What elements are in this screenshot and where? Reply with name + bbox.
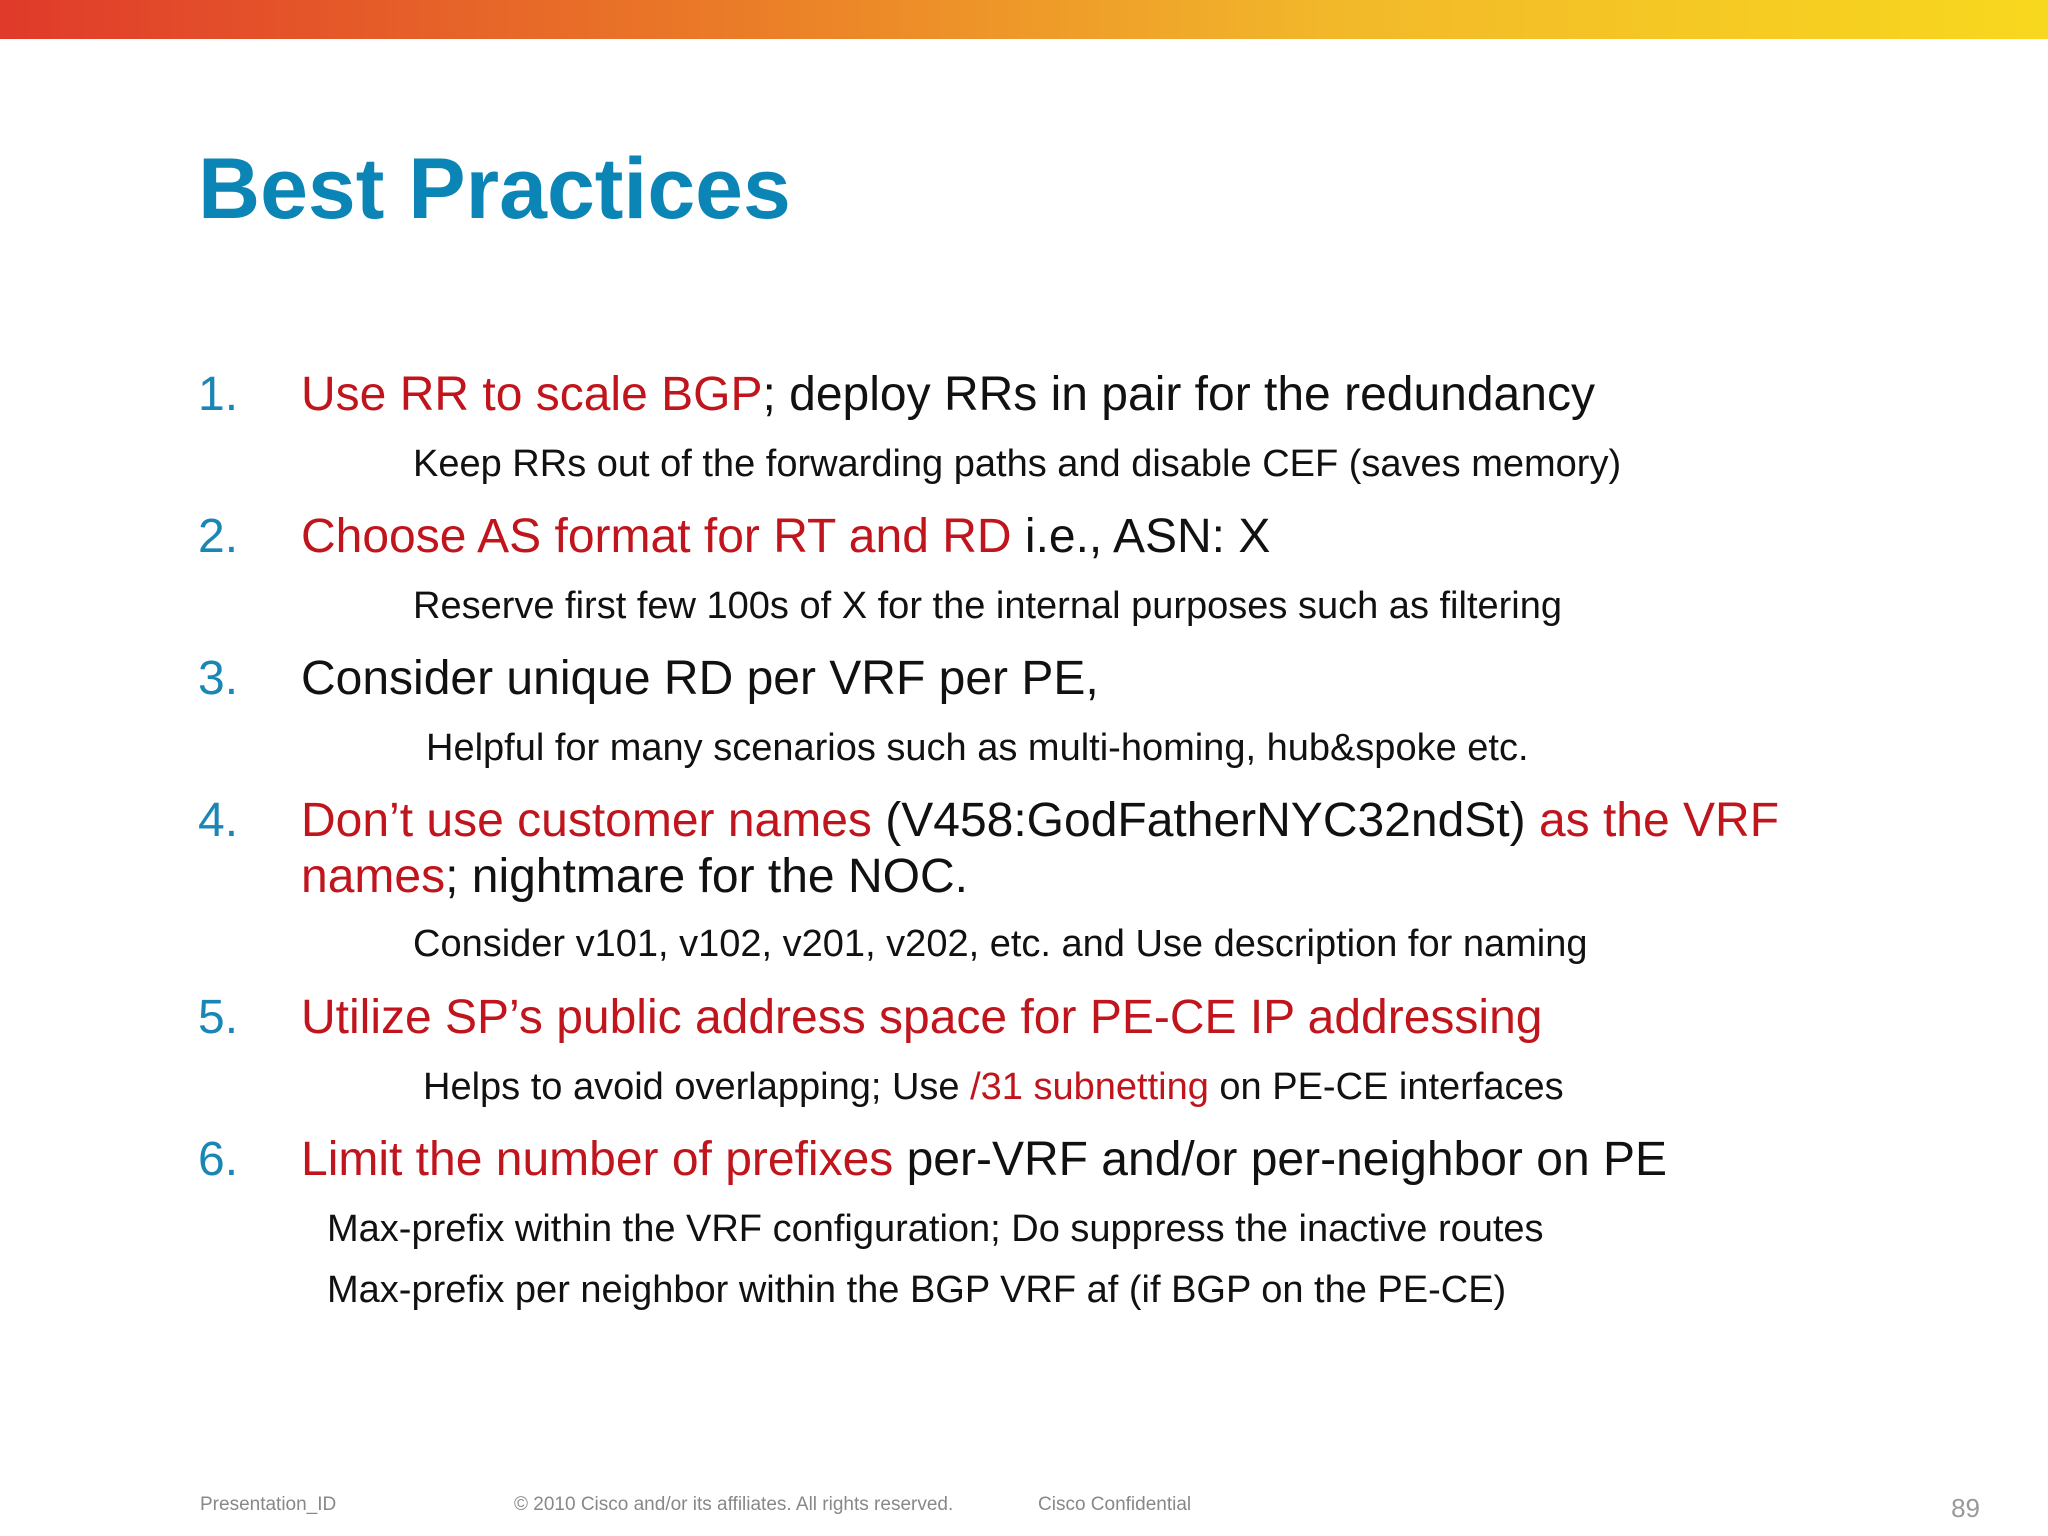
item-number: 3. [198,652,239,705]
item-highlight: Limit the number of prefixes [301,1133,894,1186]
item-6-subpoint-1: Max-prefix within the VRF configuration; Do suppress the inactive routes [327,1208,1544,1250]
footer-confidential: Cisco Confidential [1038,1494,1192,1515]
item-text: ; deploy RRs in pair for the redundancy [762,368,1595,421]
item-number: 4. [198,794,239,847]
item-5-subpoint [423,1065,1564,1109]
subpoint-highlight: /31 subnetting [970,1066,1209,1108]
item-text: (V458:GodFatherNYC32ndSt) [871,794,1539,847]
item-text: i.e., ASN: X [1011,510,1271,563]
footer-presentation-id: Presentation_ID [200,1494,337,1515]
item-highlight: Utilize SP’s public address space for PE-CE IP addressing [301,991,1543,1044]
top-gradient-bar [0,0,2048,39]
item-number: 1. [198,368,239,421]
page-number: 89 [1951,1493,1980,1523]
footer-copyright: © 2010 Cisco and/or its affiliates. All rights reserved. [514,1494,954,1515]
item-4-subpoint: Consider v101, v102, v201, v202, etc. and Use description for naming [413,923,1588,965]
item-number: 6. [198,1133,239,1186]
item-highlight: Don’t use customer names [301,794,872,847]
item-highlight: as the VRF names [301,794,1780,903]
item-2-subpoint: Reserve first few 100s of X for the internal purposes such as filtering [413,585,1562,627]
item-highlight: Use RR to scale BGP [301,368,763,421]
item-text: per-VRF and/or per-neighbor on PE [893,1133,1668,1186]
item-text: ; nightmare for the NOC. [445,850,968,903]
item-number: 2. [198,510,239,563]
slide-title: Best Practices [198,141,791,237]
subpoint-text: Helps to avoid overlapping; Use [423,1066,971,1108]
item-highlight: Choose AS format for RT and RD [301,510,1012,563]
item-3-subpoint: Helpful for many scenarios such as multi-homing, hub&spoke etc. [426,727,1529,769]
item-1-subpoint: Keep RRs out of the forwarding paths and disable CEF (saves memory) [413,443,1622,485]
subpoint-text: on PE-CE interfaces [1208,1066,1564,1108]
item-6-subpoint-2: Max-prefix per neighbor within the BGP VRF af (if BGP on the PE-CE) [327,1269,1507,1311]
item-number: 5. [198,991,239,1044]
item-text: Consider unique RD per VRF per PE, [301,652,1099,705]
